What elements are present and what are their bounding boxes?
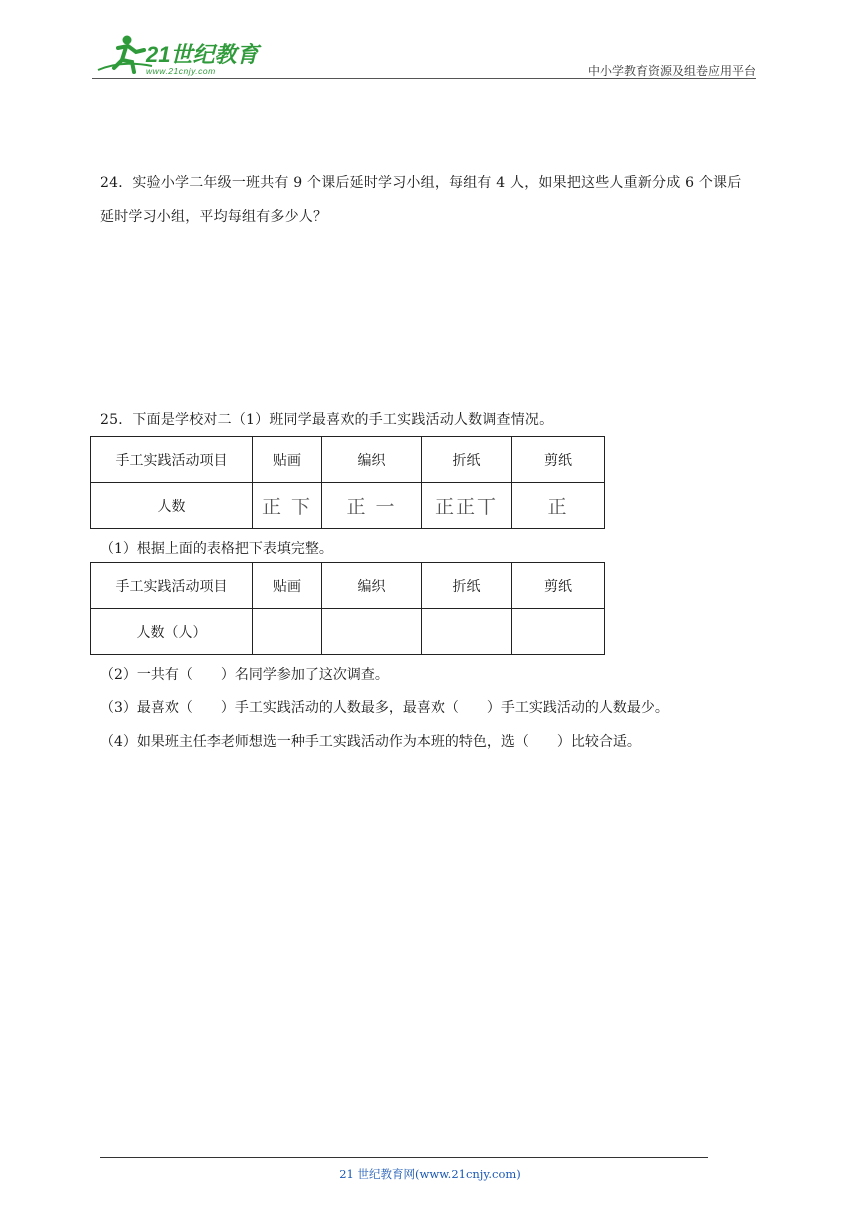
logo-text: 21世纪教育: [146, 42, 259, 67]
sub-question-2: （2）一共有（ ）名同学参加了这次调查。: [100, 667, 389, 683]
table-row-label: 人数: [91, 483, 253, 529]
answer-cell[interactable]: [322, 609, 422, 655]
table-row: [91, 437, 605, 483]
sub-question-3: （3）最喜欢（ ）手工实践活动的人数最多，最喜欢（ ）手工实践活动的人数最少。: [100, 700, 669, 716]
table-header-cell: 折纸: [422, 437, 512, 483]
footer-divider: [100, 1157, 708, 1158]
logo-url: www.21cnjy.com: [146, 66, 216, 76]
question-24-line1: 24．实验小学二年级一班共有 9 个课后延时学习小组，每组有 4 人，如果把这些人重新分成 6 个课后: [100, 175, 742, 191]
sub-question-1: （1）根据上面的表格把下表填完整。: [100, 541, 333, 557]
survey-tally-table: [90, 436, 605, 529]
table-header-cell: 编织: [322, 563, 422, 609]
table-header-cell: 贴画: [253, 437, 322, 483]
footer-link[interactable]: 21 世纪教育网(www.21cnjy.com): [339, 1167, 521, 1181]
tally-cell: 正正丅: [422, 483, 512, 529]
tally-cell: 正 下: [253, 483, 322, 529]
question-24: [100, 169, 770, 231]
answer-cell[interactable]: [253, 609, 322, 655]
question-24-line2: 延时学习小组，平均每组有多少人？: [100, 209, 328, 225]
table-header-cell: 手工实践活动项目: [91, 563, 253, 609]
header-divider: [92, 78, 756, 79]
table-row-label: 人数（人）: [91, 609, 253, 655]
tally-cell: 正: [512, 483, 605, 529]
table-header-cell: 剪纸: [512, 563, 605, 609]
runner-logo-icon: [92, 30, 262, 80]
question-25-title: 25．下面是学校对二（1）班同学最喜欢的手工实践活动人数调查情况。: [100, 412, 554, 428]
table-header-cell: 手工实践活动项目: [91, 437, 253, 483]
tally-cell: 正 一: [322, 483, 422, 529]
site-logo: [92, 30, 262, 80]
table-row: [91, 609, 605, 655]
table-header-cell: 剪纸: [512, 437, 605, 483]
table-header-cell: 编织: [322, 437, 422, 483]
sub-question-4: （4）如果班主任李老师想选一种手工实践活动作为本班的特色，选（ ）比较合适。: [100, 734, 641, 750]
answer-cell[interactable]: [512, 609, 605, 655]
table-row: [91, 563, 605, 609]
header-platform-text: 中小学教育资源及组卷应用平台: [587, 64, 756, 78]
answer-cell[interactable]: [422, 609, 512, 655]
table-header-cell: 贴画: [253, 563, 322, 609]
table-header-cell: 折纸: [422, 563, 512, 609]
table-row: [91, 483, 605, 529]
survey-count-table: [90, 562, 605, 655]
